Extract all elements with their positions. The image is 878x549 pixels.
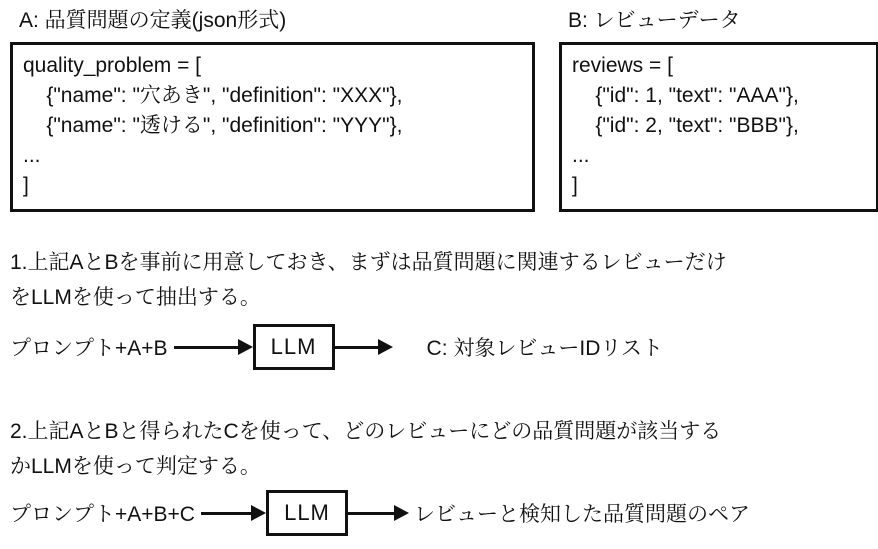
step1-llm-box: LLM <box>253 324 335 370</box>
arrow-head <box>378 339 393 355</box>
step1-description <box>10 245 874 315</box>
step2-flow <box>10 490 874 536</box>
panel-quality-problem-definition <box>10 8 535 212</box>
code-line: reviews = [ <box>572 54 673 77</box>
step1-flow-input-label: プロンプト+A+B <box>10 337 168 360</box>
panel-review-data <box>559 8 878 212</box>
arrow-line <box>201 512 251 515</box>
step1-flow-output-label: C: 対象レビューIDリスト <box>426 337 663 360</box>
arrow-line <box>174 346 238 349</box>
arrow-right-icon <box>335 339 393 355</box>
arrow-line <box>348 512 394 515</box>
step1-description-line2: をLLMを使って抽出する。 <box>10 286 261 309</box>
arrow-head <box>251 505 266 521</box>
code-line: {"name": "透ける", "definition": "YYY"}, <box>23 114 403 137</box>
step1-description-line1: 1.上記AとBを事前に用意しておき、まずは品質問題に関連するレビューだけ <box>10 251 727 274</box>
arrow-line <box>335 346 378 349</box>
step2-description-line1: 2.上記AとBと得られたCを使って、どのレビューにどの品質問題が該当する <box>10 420 722 443</box>
code-line: ] <box>572 174 578 197</box>
code-line: ] <box>23 174 29 197</box>
code-line: ... <box>572 144 590 167</box>
step2-flow-output-label: レビューと検知した品質問題のペア <box>413 503 750 526</box>
arrow-right-icon <box>201 505 266 521</box>
code-line: ... <box>23 144 41 167</box>
code-line: {"id": 2, "text": "BBB"}, <box>572 114 799 137</box>
arrow-head <box>238 339 253 355</box>
panel-b-code-box <box>559 42 878 212</box>
step2-flow-input-label: プロンプト+A+B+C <box>10 503 195 526</box>
panel-a-code-box <box>10 42 535 212</box>
panel-a-title: A: 品質問題の定義(json形式) <box>19 9 287 32</box>
arrow-right-icon <box>348 505 409 521</box>
panel-b-title: B: レビューデータ <box>568 9 741 32</box>
code-line: {"name": "穴あき", "definition": "XXX"}, <box>23 84 403 107</box>
arrow-head <box>394 505 409 521</box>
arrow-right-icon <box>174 339 253 355</box>
data-panels-row <box>10 8 874 212</box>
step1-flow <box>10 324 874 370</box>
step2-description <box>10 414 874 484</box>
step2-description-line2: かLLMを使って判定する。 <box>10 455 261 478</box>
step2-llm-box: LLM <box>266 490 348 536</box>
code-line: quality_problem = [ <box>23 54 202 77</box>
code-line: {"id": 1, "text": "AAA"}, <box>572 84 799 107</box>
